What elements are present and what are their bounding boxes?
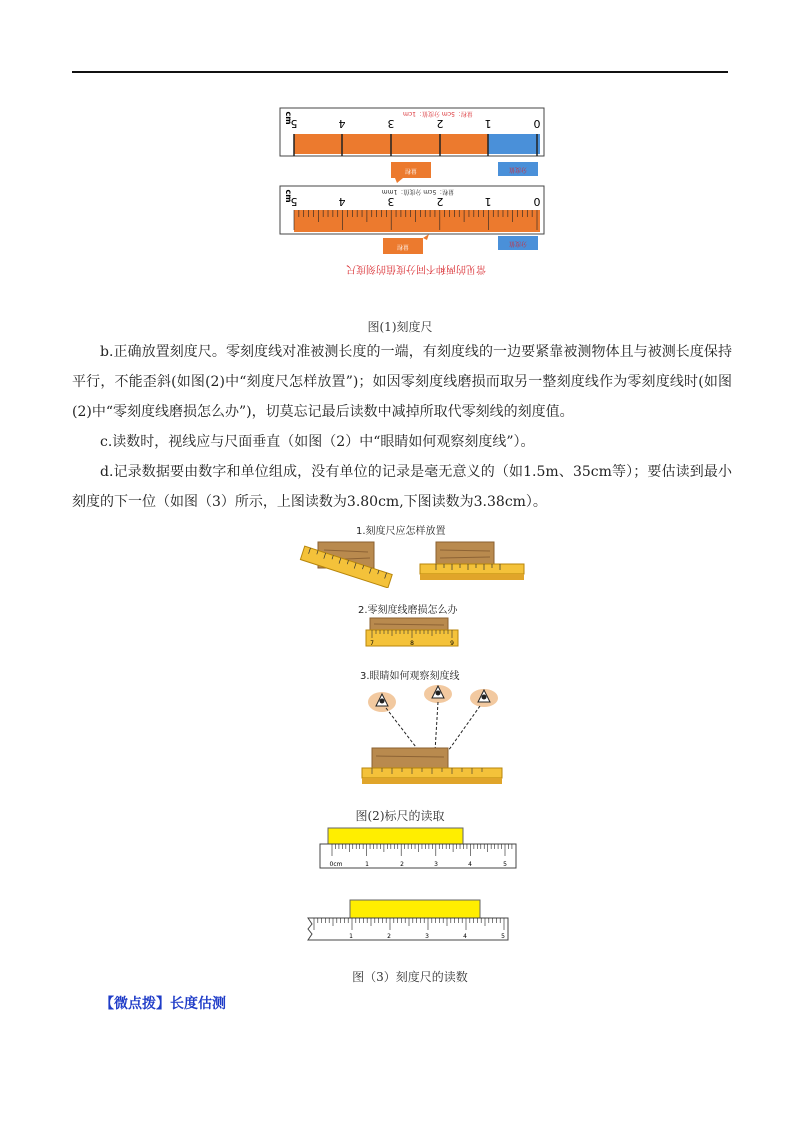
worn-ruler-tick-7: 7 (370, 640, 374, 647)
eye-right-icon (470, 689, 498, 707)
figure2-label-1: 1.刻度尺应怎样放置 (356, 526, 446, 537)
body-paragraphs (72, 337, 732, 517)
ruler-bottom-callout-main: 量程 (396, 243, 410, 250)
ruler-bottom-unit: cm (284, 189, 293, 203)
f3-bot-num-4: 4 (463, 933, 467, 940)
ruler-bottom-note: 量程：5cm 分度值：1mm (381, 188, 455, 195)
f3-bot-num-3: 3 (425, 933, 429, 940)
ruler-top-unit: cm (284, 111, 293, 125)
paragraph-b: b.正确放置刻度尺。零刻度线对准被测长度的一端，有刻度线的一边要紧靠被测物体且与被测长度保持平行，不能歪斜(如图(2)中“刻度尺怎样放置”)；如因零刻度线磨损而取另一整刻度线作为零刻度线时(如图(2)中“零刻度线磨损怎么办”)，切莫忘记最后读数中减掉所取代零刻线的刻度值。 (72, 344, 732, 420)
ruler-bottom-num-3: 3 (387, 195, 395, 208)
figure3-bottom-ruler (306, 898, 514, 944)
f3-bot-num-5: 5 (501, 933, 505, 940)
f3-top-zero-label: 0cm (329, 861, 343, 868)
paragraph-c: c.读数时，视线应与尺面垂直（如图（2）中“眼睛如何观察刻度线”）。 (100, 434, 535, 450)
figure2-label-3: 3.眼睛如何观察刻度线 (360, 671, 460, 682)
ruler-top-num-3: 3 (387, 117, 395, 130)
figure2-eye-view (356, 684, 508, 788)
figure1-caption: 图(1)刻度尺 (367, 320, 433, 334)
ruler-bottom-num-4: 4 (338, 195, 346, 208)
ruler-bottom-num-5: 5 (290, 195, 298, 208)
paragraph-d: d.记录数据要由数字和单位组成，没有单位的记录是毫无意义的（如1.5m、35cm等）；要估读到最小刻度的下一位（如图（3）所示，上图读数为3.80cm,下图读数为3.38cm）。 (72, 464, 732, 510)
worn-ruler-tick-8: 8 (410, 640, 414, 647)
ruler-top-num-2: 2 (436, 117, 444, 130)
f3-top-num-2: 2 (400, 861, 404, 868)
f3-top-num-5: 5 (503, 861, 507, 868)
ruler-top-note: 量程：5cm 分度值：1cm (403, 110, 473, 117)
ruler-bottom-num-1: 1 (484, 195, 492, 208)
ruler-top-num-0: 0 (533, 117, 541, 130)
f3-top-num-3: 3 (434, 861, 438, 868)
ruler-bottom-num-0: 0 (533, 195, 541, 208)
header-rule (72, 71, 728, 73)
f3-top-num-1: 1 (365, 861, 369, 868)
f3-top-num-4: 4 (468, 861, 472, 868)
ruler-top-num-1: 1 (484, 117, 492, 130)
eye-left-icon (368, 692, 396, 712)
eye-middle-icon (424, 685, 452, 703)
figure2-worn-zero (364, 616, 462, 654)
f3-bot-num-2: 2 (387, 933, 391, 940)
f3-bot-num-1: 1 (349, 933, 353, 940)
figure2-placement (296, 538, 528, 588)
ruler-top-callout-main: 量程 (404, 167, 418, 174)
ruler-top (280, 108, 544, 183)
figure2-label-2: 2.零刻度线磨损怎么办 (358, 605, 458, 616)
ruler-top-num-5: 5 (290, 117, 298, 130)
figure3-top-ruler (318, 826, 518, 876)
figure1-rulers (278, 104, 548, 280)
ruler-bottom-callout-div: 分度值 (508, 240, 528, 247)
ruler-bottom (280, 186, 544, 254)
figure1-footer-text: 常见的两种不同分度值的刻度尺 (346, 263, 486, 274)
ruler-top-num-4: 4 (338, 117, 346, 130)
worn-ruler-tick-9: 9 (450, 640, 454, 647)
figure3-caption: 图（3）刻度尺的读数 (352, 970, 468, 984)
ruler-bottom-num-2: 2 (436, 195, 444, 208)
section-title: 【微点拨】长度估测 (100, 996, 226, 1012)
figure2-caption: 图(2)标尺的读取 (355, 809, 445, 823)
ruler-top-callout-div: 分度值 (508, 166, 528, 173)
